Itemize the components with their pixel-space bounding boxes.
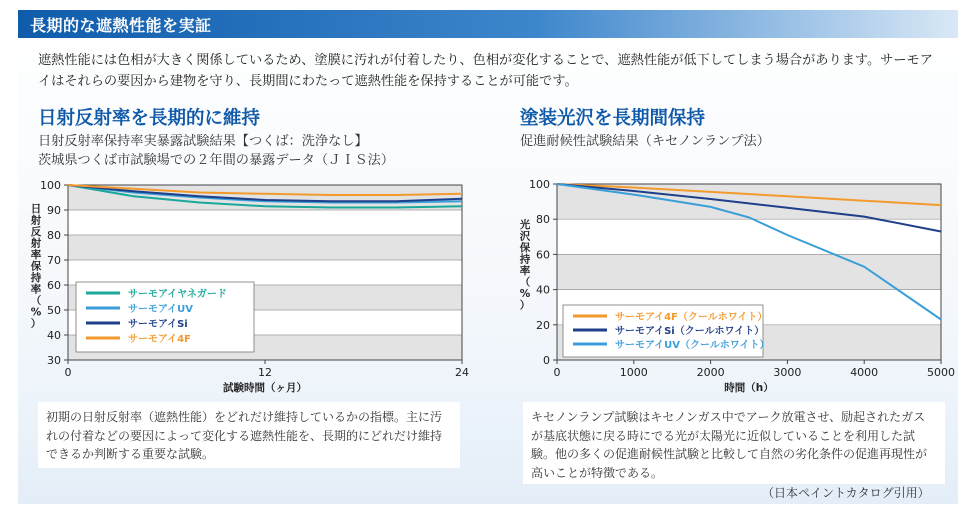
section-header [18,10,958,38]
y-tick-label: 30 [47,354,61,367]
chart-reflectance-retention [20,172,480,400]
y-tick-label: 60 [47,279,61,292]
right-subtitle-1: 促進耐候性試験結果（キセノンランプ法） [520,134,770,149]
legend-label: サーモアイSi [128,319,188,330]
y-tick-label: 80 [47,229,61,242]
x-axis-label: 試験時間（ヶ月） [223,382,307,394]
x-tick-label: 5000 [927,366,955,379]
y-tick-label: 0 [543,354,550,367]
left-note: 初期の日射反射率（遮熱性能）をどれだけ維持しているかの指標。主に汚れの付着などの要因によって変化する遮熱性能を、長期的にどれだけ維持できるか判断する重要な試験。 [38,402,460,468]
x-axis-label: 時間（h） [724,382,774,394]
y-tick-label: 90 [47,204,61,217]
grid-band [68,235,462,260]
y-tick-label: 50 [47,304,61,317]
y-tick-label: 40 [47,329,61,342]
legend-label: サーモアイUV [128,304,193,315]
y-tick-label: 80 [536,213,550,227]
x-tick-label: 4000 [850,366,879,379]
y-axis-label: 日射反射率保持率（%） [30,203,42,330]
legend-label: サーモアイ4F（クールホワイト） [615,312,768,323]
right-section-title: 塗装光沢を長期間保持 [520,108,706,129]
y-axis-label: 光沢保持率（%） [519,219,531,312]
y-tick-label: 60 [536,248,550,262]
y-tick-label: 100 [40,179,61,192]
legend-label: サーモアイヤネガード [128,289,227,300]
x-tick-label: 0 [553,366,561,379]
x-tick-label: 12 [258,366,272,379]
x-tick-label: 3000 [773,366,802,379]
x-tick-label: 1000 [619,366,648,379]
legend-label: サーモアイUV（クールホワイト） [615,340,770,351]
x-tick-label: 24 [455,366,469,379]
x-tick-label: 0 [64,366,72,379]
y-tick-label: 70 [47,254,61,267]
section-title: 長期的な遮熱性能を実証 [30,16,212,35]
legend-label: サーモアイ4F [128,334,191,345]
left-section-title: 日射反射率を長期的に維持 [38,108,261,129]
left-subtitle-1: 日射反射率保持率実暴露試験結果【つくば：洗浄なし】 [38,134,368,149]
left-subtitle-2: 茨城県つくば市試験場での２年間の暴露データ（ＪＩＳ法） [38,153,395,168]
legend-label: サーモアイSi（クールホワイト） [615,326,765,337]
right-note: キセノンランプ試験はキセノンガス中でアーク放電させ、励起されたガスが基底状態に戻る時にでる光が太陽光に近似していることを利用した試験。他の多くの促進耐候性試験と比較して自然の劣化条件の促進再現性が高いことが特徴である。 [523,402,945,484]
grid-band [557,254,941,289]
y-tick-label: 40 [536,283,550,297]
y-tick-label: 20 [536,318,550,332]
x-tick-label: 2000 [696,366,725,379]
y-tick-label: 100 [529,178,550,191]
chart-gloss-retention [505,172,960,400]
source-credit: （日本ペイントカタログ引用） [762,486,930,500]
intro-text: 遮熱性能には色相が大きく関係しているため、塗膜に汚れが付着したり、色相が変化することで、遮熱性能が低下してしまう場合があります。サーモアイはそれらの要因から建物を守り、長期間にわたって遮熱性能を保持することが可能です。 [38,53,933,89]
